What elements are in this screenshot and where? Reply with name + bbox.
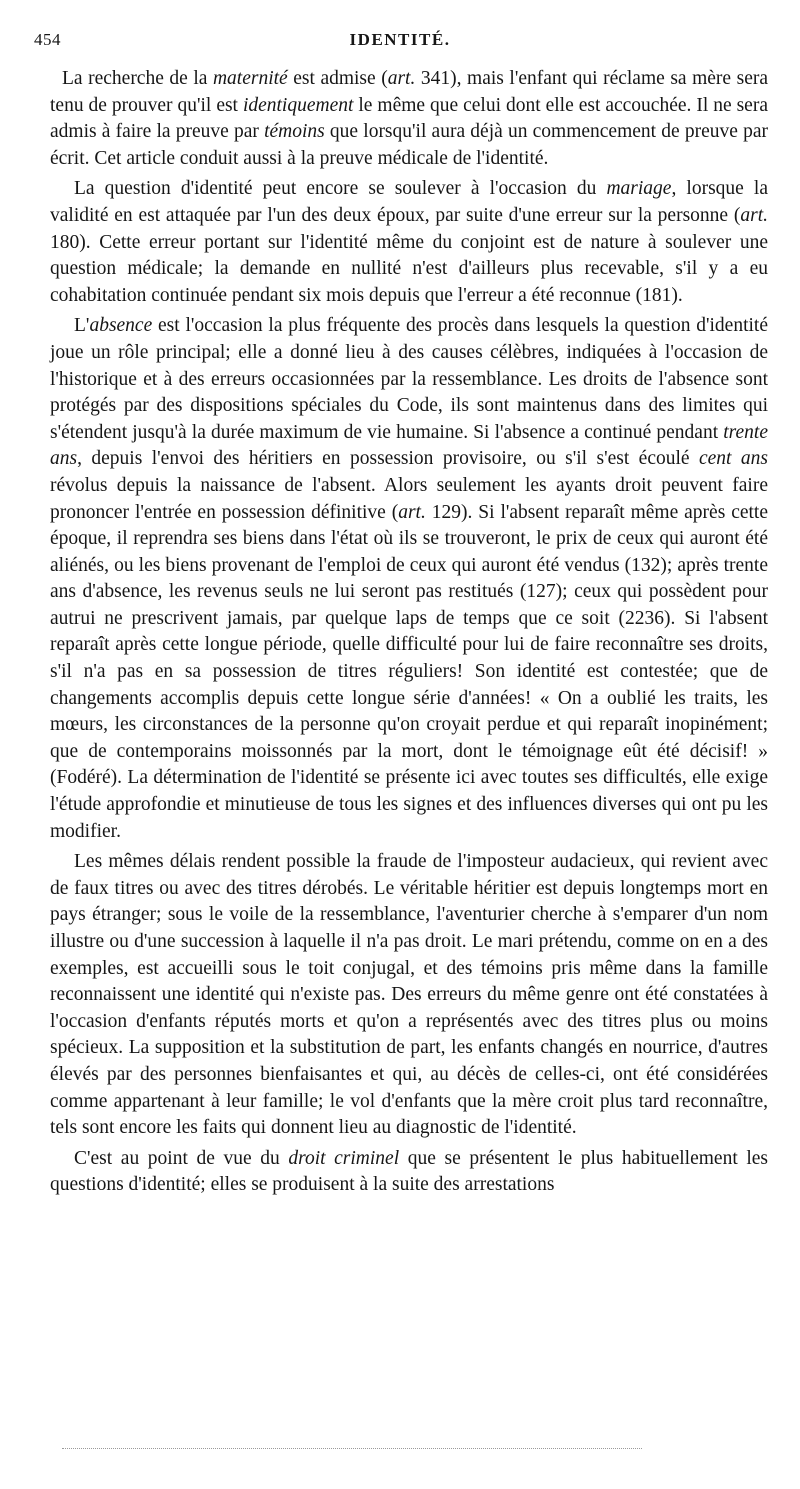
text-run: L' [74,315,90,337]
italic-run: maternité [212,68,288,89]
italic-run: art. [387,68,416,89]
text-run: La question d'identité peut encore se soulever à l'occasion du [74,178,607,200]
italic-run: témoins [264,121,325,143]
text-run: 129). Si l'absent reparaît même après cette époque, il reprendra ses biens dans l'état où ils se trouveront, le prix de ceux qui auront été aliénés, ou les biens provenant de l'emploi de ceux qui auront été vendus (132); après trente ans d'absence, les revenus seuls ne lui seront pas restitués (127); ceux qui possèdent pour autrui ne prescrivent jamais, par quelque laps de temps que ce soit (2236). Si l'absent reparaît après cette longue période, quelle difficulté pour lui de faire reconnaître ses droits, s'il n'a pas en sa possession de titres réguliers! Son identité est contestée; que de changements accomplis depuis cette longue série d'années! « On a oublié les traits, les mœurs, les circonstances de la personne qu'on croyait perdue et qui reparaît inopinément; que de contemporains moissonnés par la mort, dont le témoignage eût été décisif! » (Fodéré). La détermination de l'identité se présente ici avec toutes ses difficultés, elle exige l'étude approfondie et minutieuse de tous les signes et des influences diverses qui ont pu les modifier. [50,501,768,842]
body-text [50,66,768,1203]
text-run: , lorsque la validité en est attaquée par l'un des deux époux, par suite d'une erreur sur la personne ( [50,178,768,226]
running-head [34,30,766,56]
italic-run: cent ans [699,448,768,470]
italic-run: droit criminel [288,1147,400,1169]
italic-run: trente ans [50,421,768,470]
text-run: 341), mais l'enfant qui réclame sa mère sera tenu de prouver qu'il est [50,68,769,116]
text-run: La recherche de la [62,68,213,89]
italic-run: art. [398,501,426,523]
text-run: 180). Cette erreur portant sur l'identité même du conjoint est de nature à soulever une question médicale; la demande en nullité n'est d'ailleurs plus recevable, s'il y a eu cohabitation continuée pendant six mois depuis que l'erreur a été reconnue (181). [50,231,768,306]
running-title: IDENTITÉ. [349,30,451,49]
text-run: Les mêmes délais rendent possible la fraude de l'imposteur audacieux, qui revient avec de faux titres ou avec des titres dérobés. Le véritable héritier est depuis longtemps mort en pays étranger; sous le voile de la ressemblance, l'aventurier cherche à s'emparer d'un nom illustre ou d'une succession à laquelle il n'a pas droit. Le mari prétendu, comme on en a des exemples, est accueilli sous le toit conjugal, et des témoins pris même dans la famille reconnaissent une identité qui n'existe pas. Des erreurs du même genre ont été constatées à l'occasion d'enfants réputés morts et qu'on a représentés avec des titres plus ou moins spécieux. La supposition et la substitution de part, les enfants changés en nourrice, d'autres élevés par des personnes bienfaisantes et qui, au décès de celles-ci, ont été considérées comme appartenant à leur famille; le vol d'enfants que la mère croit plus tard reconnaître, tels sont encore les faits qui donnent lieu au diagnostic de l'identité. [50,851,768,1139]
paragraph-maternite [50,66,768,172]
footer-rule [62,1448,642,1449]
text-run: C'est au point de vue du [74,1147,289,1169]
text-run: que se présentent le plus habituellement les questions d'identité; elles se produisent à la suite des arrestations [50,1147,768,1196]
italic-run: mariage [606,178,672,200]
italic-run: identiquement [242,94,354,116]
paragraph-imposteur [50,849,768,1142]
paragraph-absence [50,313,768,845]
text-run: révolus depuis la naissance de l'absent. Alors seulement les ayants droit peuvent faire prononcer l'entrée en possession définitive ( [50,474,768,523]
text-run: le même que celui dont elle est accouchée. Il ne sera admis à faire la preuve par [50,94,768,143]
page-number: 454 [34,30,61,49]
text-run: est l'occasion la plus fréquente des procès dans lesquels la question d'identité joue un rôle principal; elle a donné lieu à des causes célèbres, indiquées à l'occasion de l'historique et à des erreurs occasionnées par la ressemblance. Les droits de l'absence sont protégés par des dispositions spéciales du Code, ils sont maintenus dans des limites qui s'étendent jusqu'à la durée maximum de vie humaine. Si l'absence a continué pendant [50,315,768,443]
text-run: est admise ( [287,68,388,89]
italic-run: absence [89,315,153,337]
italic-run: art. [740,204,768,226]
text-run: , depuis l'envoi des héritiers en possession provisoire, ou s'il s'est écoulé [77,448,699,470]
paragraph-droit-criminel [50,1146,768,1199]
text-run: que lorsqu'il aura déjà un commencement de preuve par écrit. Cet article conduit aussi à la preuve médicale de l'identité. [50,121,768,169]
paragraph-mariage [50,176,768,309]
